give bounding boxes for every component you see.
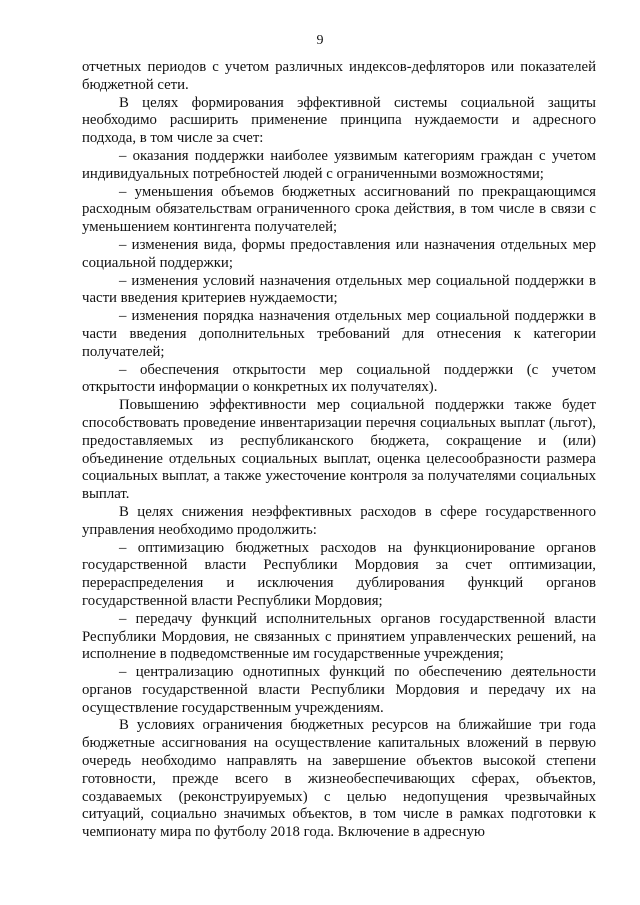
paragraph-capital-investment: В условиях ограничения бюджетных ресурсов на ближайшие три года бюджетные ассигнования на осуществление капитальных вложений в первую очередь необходимо направлять на завершение объектов высокой степени готовности, прежде всего в жизнеобеспечивающих сферах, объектов, создаваемых (реконструируемых) с целью недопущения чрезвычайных ситуаций, социально значимых объектов, в том числе в рамках подготовки к чемпионату мира по футболу 2018 года. Включение в адресную [82,717,596,841]
list-item-function-transfer: – передачу функций исполнительных органов государственной власти Республики Мордовия, не связанных с принятием управленческих решений, на исполнение в подведомственные им государственные учреждения; [82,610,596,663]
list-item-vulnerable-support: – оказания поддержки наиболее уязвимым категориям граждан с учетом индивидуальных потребностей людей с ограниченными возможностями; [82,147,596,182]
list-item-conditions-change: – изменения условий назначения отдельных мер социальной поддержки в части введения критериев нуждаемости; [82,272,596,307]
page-number: 9 [316,33,324,48]
paragraph-governance-intro: В целях снижения неэффективных расходов в сфере государственного управления необходимо продолжить: [82,503,596,538]
list-item-budget-reduction: – уменьшения объемов бюджетных ассигнований по прекращающимся расходным обязательствам ограниченного срока действия, в том числе в связи с уменьшением контингента получателей; [82,183,596,236]
list-item-procedure-change: – изменения порядка назначения отдельных мер социальной поддержки в части введения дополнительных требований для отнесения к категории получателей; [82,308,596,360]
list-item-form-change: – изменения вида, формы предоставления или назначения отдельных мер социальной поддержки; [82,236,596,271]
body-text [82,59,596,842]
paragraph-social-protection-intro: В целях формирования эффективной системы социальной защиты необходимо расширить применение принципа нуждаемости и адресного подхода, в том числе за счет: [82,94,596,147]
list-item-optimization: – оптимизацию бюджетных расходов на функционирование органов государственной власти Республики Мордовия за счет оптимизации, перераспределения и исключения дублирования функций органов государственной власти Республики Мордовия; [82,539,596,609]
list-item-transparency: – обеспечения открытости мер социальной поддержки (с учетом открытости информации о конкретных их получателях). [82,361,596,396]
paragraph-efficiency: Повышению эффективности мер социальной поддержки также будет способствовать проведение инвентаризации перечня социальных выплат (льгот), предоставляемых из республиканского бюджета, сокращение и (или) объединение отдельных социальных выплат, оценка целесообразности размера социальных выплат, а также ужесточение контроля за получателями социальных выплат. [82,397,596,503]
paragraph-continuation: отчетных периодов с учетом различных индексов-дефляторов или показателей бюджетной сети. [82,59,596,93]
list-item-centralization: – централизацию однотипных функций по обеспечению деятельности органов государственной власти Республики Мордовия и передачу их на осуществление государственным учреждениям. [82,664,596,716]
